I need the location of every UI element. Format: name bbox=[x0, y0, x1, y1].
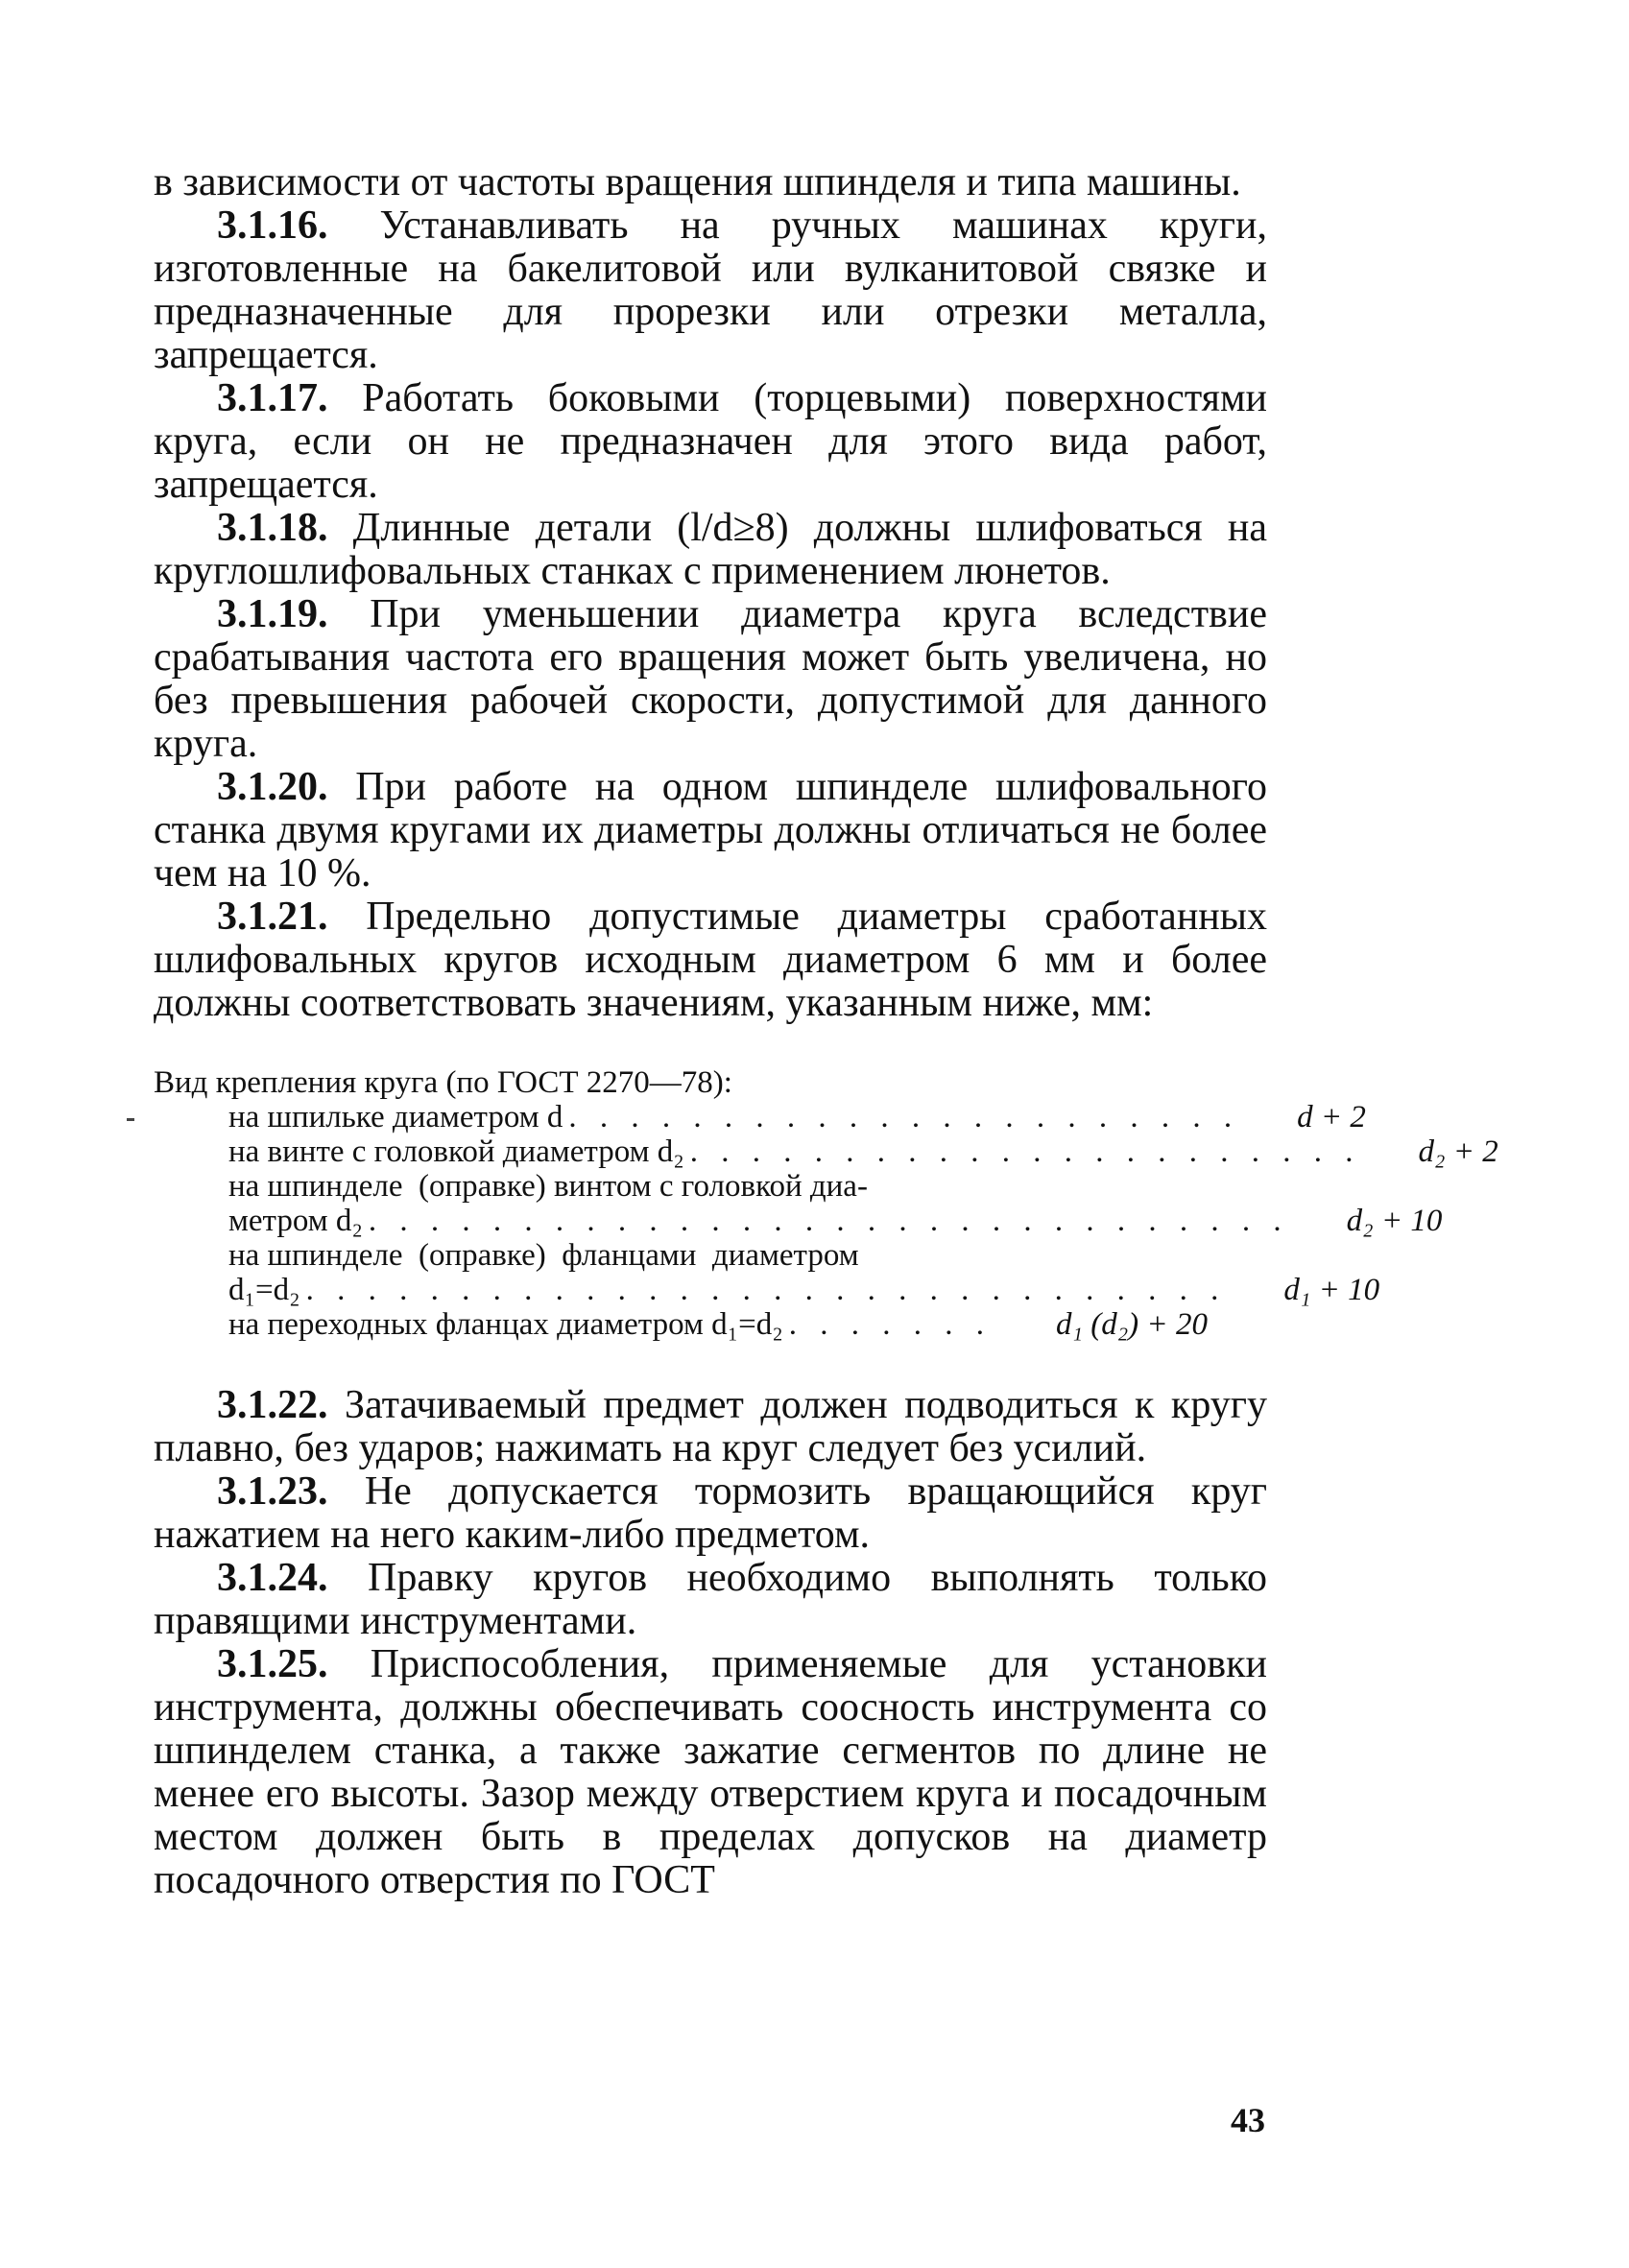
spec-label: на шпильке диаметром d bbox=[228, 1100, 563, 1134]
paragraph-3-1-18: 3.1.18. Длинные детали (l/d≥8) должны шлифоваться на круглошлифовальных станках с применением люнетов. bbox=[154, 506, 1267, 593]
spec-label: метром d₂ bbox=[228, 1204, 363, 1238]
spec-label: на переходных фланцах диаметром d₁=d₂ bbox=[228, 1307, 783, 1342]
clause-number: 3.1.20. bbox=[217, 765, 328, 809]
leader-dots: . . . . . . . . . . . . . . . . . . . . . . bbox=[689, 1134, 1361, 1169]
spec-row bbox=[154, 1307, 1267, 1342]
paragraph-3-1-23: 3.1.23. Не допускается тормозить вращающийся круг нажатием на него каким-либо предметом. bbox=[154, 1469, 1267, 1557]
spec-label: на винте с головкой диаметром d₂ bbox=[228, 1134, 684, 1169]
spec-row bbox=[154, 1204, 1443, 1238]
spec-value: d + 2 bbox=[1297, 1100, 1366, 1134]
spec-heading: Вид крепления круга (по ГОСТ 2270—78): bbox=[154, 1065, 732, 1100]
leader-dots: . . . . . . . bbox=[788, 1307, 992, 1342]
clause-number: 3.1.23. bbox=[217, 1469, 328, 1514]
paragraph-3-1-25: 3.1.25. Приспособления, применяемые для установки инструмента, должны обеспечивать соосность инструмента со шпинделем станка, а также зажатие сегментов по длине не менее его высоты. Зазор между отверстием круга и посадочным местом должен быть в пределах допусков на диаметр посадочного отверстия по ГОСТ bbox=[154, 1642, 1267, 1902]
clause-number: 3.1.22. bbox=[217, 1383, 328, 1427]
spec-label: d₁=d₂ bbox=[228, 1273, 300, 1307]
paragraph-3-1-24: 3.1.24. Правку кругов необходимо выполнять только правящими инструментами. bbox=[154, 1556, 1267, 1643]
spec-label-line: на шпинделе (оправке) винтом с головкой диа- bbox=[228, 1169, 868, 1204]
clause-number: 3.1.25. bbox=[217, 1642, 328, 1686]
spec-value: d₁ + 10 bbox=[1283, 1273, 1380, 1307]
mounting-spec-list bbox=[154, 1065, 1498, 1342]
clause-number: 3.1.21. bbox=[217, 895, 328, 939]
spec-label-line: на шпинделе (оправке) фланцами диаметром bbox=[228, 1238, 859, 1273]
margin-mark bbox=[127, 1118, 134, 1121]
leader-dots: . . . . . . . . . . . . . . . . . . . . . . bbox=[568, 1100, 1240, 1134]
paragraph-3-1-20: 3.1.20. При работе на одном шпинделе шлифовального станка двумя кругами их диаметры должны отличаться не более чем на 10 %. bbox=[154, 765, 1267, 895]
clause-number: 3.1.16. bbox=[217, 203, 328, 248]
leader-dots: . . . . . . . . . . . . . . . . . . . . . . . . . . . . . . bbox=[368, 1204, 1289, 1238]
spec-row bbox=[154, 1134, 1498, 1169]
paragraph-3-1-17: 3.1.17. Работать боковыми (торцевыми) поверхностями круга, если он не предназначен для этого вида работ, запрещается. bbox=[154, 376, 1267, 507]
page-body bbox=[154, 160, 1498, 1902]
spec-row bbox=[154, 1100, 1366, 1134]
paragraph-3-1-16: 3.1.16. Устанавливать на ручных машинах круги, изготовленные на бакелитовой или вулканитовой связке и предназначенные для прорезки или отрезки металла, запрещается. bbox=[154, 203, 1267, 377]
clause-number: 3.1.19. bbox=[217, 592, 328, 636]
paragraph-3-1-21: 3.1.21. Предельно допустимые диаметры сработанных шлифовальных кругов исходным диаметром 6 мм и более должны соответствовать значениям, указанным ниже, мм: bbox=[154, 895, 1267, 1025]
clause-number: 3.1.24. bbox=[217, 1556, 328, 1600]
paragraph-3-1-19: 3.1.19. При уменьшении диаметра круга вследствие срабатывания частота его вращения может быть увеличена, но без превышения рабочей скорости, допустимой для данного круга. bbox=[154, 592, 1267, 766]
spec-row bbox=[154, 1238, 1267, 1273]
spec-value: d₁ (d₂) + 20 bbox=[1056, 1307, 1208, 1342]
page-number: 43 bbox=[1231, 2101, 1265, 2139]
paragraph-continuation: в зависимости от частоты вращения шпинделя и типа машины. bbox=[154, 160, 1241, 204]
spec-row bbox=[154, 1169, 1267, 1204]
spec-value: d₂ + 2 bbox=[1418, 1134, 1498, 1169]
leader-dots: . . . . . . . . . . . . . . . . . . . . . . . . . . . . . . bbox=[305, 1273, 1227, 1307]
paragraph-3-1-22: 3.1.22. Затачиваемый предмет должен подводиться к кругу плавно, без ударов; нажимать на круг следует без усилий. bbox=[154, 1383, 1267, 1470]
spec-value: d₂ + 10 bbox=[1346, 1204, 1443, 1238]
clause-number: 3.1.17. bbox=[217, 376, 328, 420]
clause-number: 3.1.18. bbox=[217, 506, 328, 550]
spec-row bbox=[154, 1273, 1380, 1307]
